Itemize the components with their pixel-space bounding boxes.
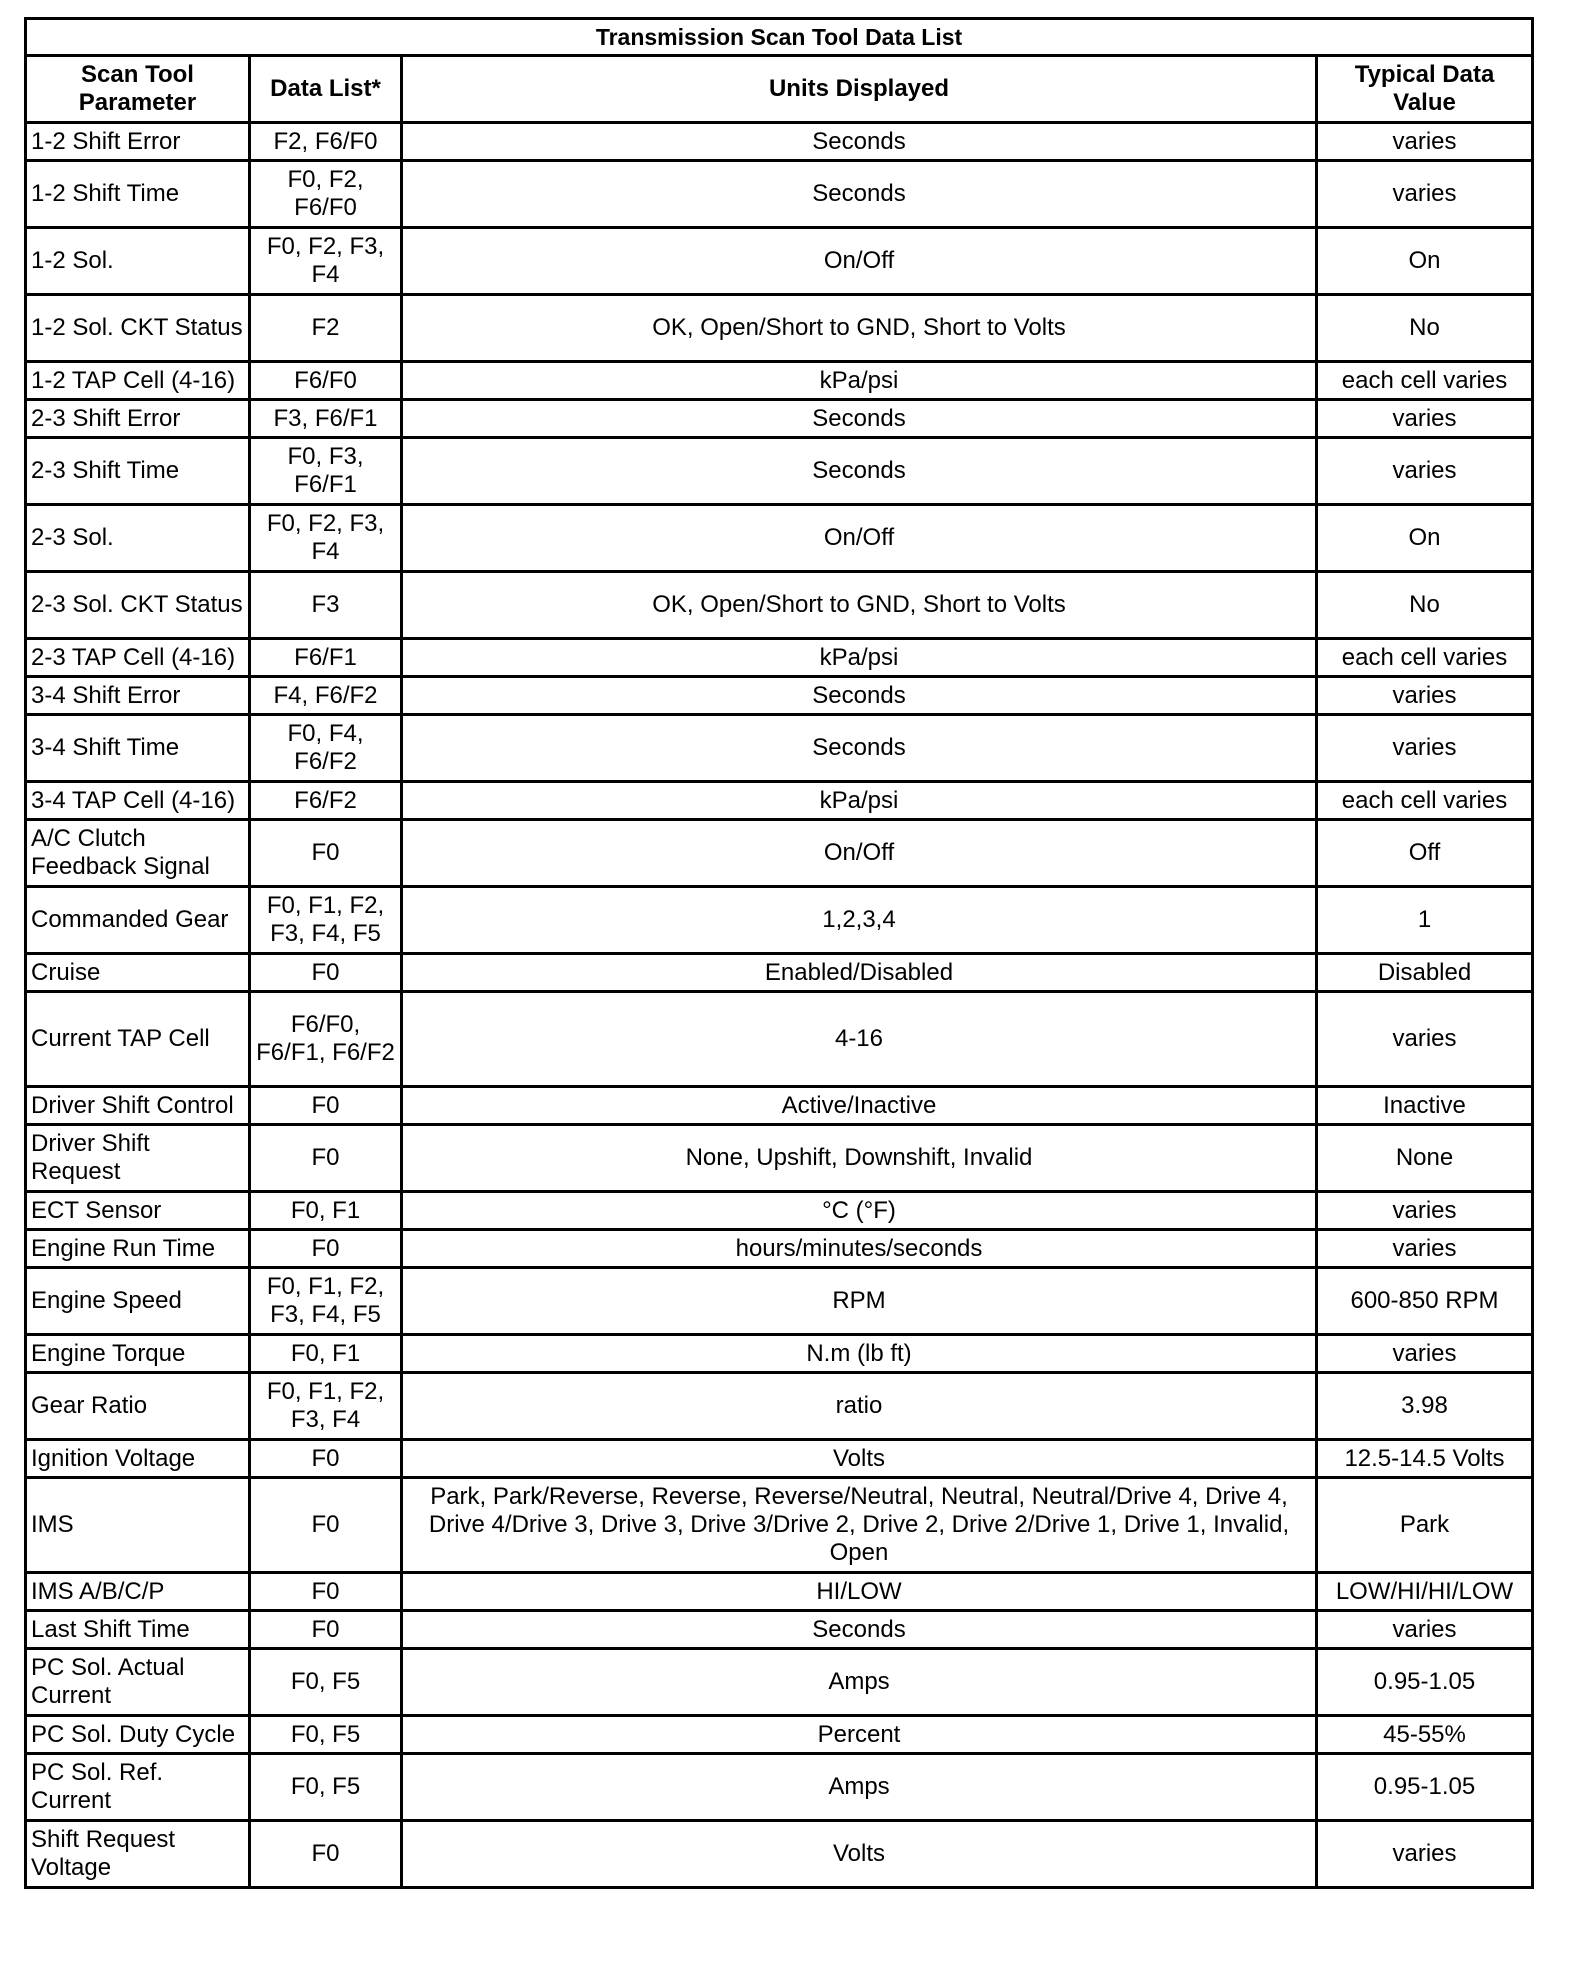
table-row	[26, 1573, 1533, 1611]
table-row	[26, 1373, 1533, 1440]
cell-parameter: 1-2 Shift Error	[26, 123, 250, 161]
cell-units: OK, Open/Short to GND, Short to Volts	[402, 295, 1317, 362]
cell-parameter: 2-3 Sol.	[26, 505, 250, 572]
cell-data-list: F6/F2	[250, 782, 402, 820]
cell-parameter: Cruise	[26, 954, 250, 992]
cell-data-list: F3, F6/F1	[250, 400, 402, 438]
cell-parameter: 3-4 TAP Cell (4-16)	[26, 782, 250, 820]
cell-units: 4-16	[402, 992, 1317, 1087]
cell-parameter: IMS A/B/C/P	[26, 1573, 250, 1611]
header-parameter: Scan Tool Parameter	[26, 56, 250, 123]
cell-parameter: Engine Speed	[26, 1268, 250, 1335]
cell-units: Amps	[402, 1649, 1317, 1716]
table-row	[26, 228, 1533, 295]
cell-parameter: 1-2 TAP Cell (4-16)	[26, 362, 250, 400]
table-row	[26, 1087, 1533, 1125]
cell-parameter: 1-2 Shift Time	[26, 161, 250, 228]
cell-typical-value: varies	[1317, 1230, 1533, 1268]
cell-parameter: 1-2 Sol.	[26, 228, 250, 295]
cell-parameter: 2-3 Shift Error	[26, 400, 250, 438]
cell-parameter: PC Sol. Duty Cycle	[26, 1716, 250, 1754]
table-row	[26, 1821, 1533, 1888]
cell-parameter: A/C Clutch Feedback Signal	[26, 820, 250, 887]
header-value: Typical Data Value	[1317, 56, 1533, 123]
cell-parameter: ECT Sensor	[26, 1192, 250, 1230]
cell-parameter: Shift Request Voltage	[26, 1821, 250, 1888]
cell-units: On/Off	[402, 505, 1317, 572]
cell-typical-value: each cell varies	[1317, 639, 1533, 677]
cell-parameter: Ignition Voltage	[26, 1440, 250, 1478]
cell-typical-value: varies	[1317, 123, 1533, 161]
cell-typical-value: 600-850 RPM	[1317, 1268, 1533, 1335]
cell-data-list: F0	[250, 1440, 402, 1478]
cell-units: N.m (lb ft)	[402, 1335, 1317, 1373]
cell-units: Amps	[402, 1754, 1317, 1821]
cell-typical-value: varies	[1317, 992, 1533, 1087]
cell-units: Percent	[402, 1716, 1317, 1754]
cell-units: kPa/psi	[402, 782, 1317, 820]
table-row	[26, 1754, 1533, 1821]
cell-units: Seconds	[402, 161, 1317, 228]
cell-typical-value: 12.5-14.5 Volts	[1317, 1440, 1533, 1478]
cell-typical-value: each cell varies	[1317, 362, 1533, 400]
cell-parameter: 2-3 Sol. CKT Status	[26, 572, 250, 639]
cell-typical-value: varies	[1317, 1335, 1533, 1373]
table-row	[26, 677, 1533, 715]
cell-data-list: F0, F2, F6/F0	[250, 161, 402, 228]
cell-units: Seconds	[402, 438, 1317, 505]
cell-data-list: F0, F2, F3, F4	[250, 228, 402, 295]
cell-data-list: F0, F1, F2, F3, F4	[250, 1373, 402, 1440]
cell-typical-value: each cell varies	[1317, 782, 1533, 820]
cell-typical-value: varies	[1317, 161, 1533, 228]
table-row	[26, 161, 1533, 228]
cell-typical-value: varies	[1317, 1821, 1533, 1888]
table-row	[26, 1192, 1533, 1230]
cell-typical-value: Inactive	[1317, 1087, 1533, 1125]
table-row	[26, 887, 1533, 954]
cell-units: Enabled/Disabled	[402, 954, 1317, 992]
cell-parameter: Engine Torque	[26, 1335, 250, 1373]
table-row	[26, 1649, 1533, 1716]
table-row	[26, 992, 1533, 1087]
cell-data-list: F0, F2, F3, F4	[250, 505, 402, 572]
cell-units: Seconds	[402, 1611, 1317, 1649]
table-row	[26, 1716, 1533, 1754]
table-row	[26, 1125, 1533, 1192]
cell-typical-value: LOW/HI/HI/LOW	[1317, 1573, 1533, 1611]
table-row	[26, 362, 1533, 400]
cell-typical-value: 0.95-1.05	[1317, 1754, 1533, 1821]
header-data-list: Data List*	[250, 56, 402, 123]
cell-data-list: F0	[250, 820, 402, 887]
cell-data-list: F0	[250, 1478, 402, 1573]
cell-parameter: 2-3 TAP Cell (4-16)	[26, 639, 250, 677]
cell-units: hours/minutes/seconds	[402, 1230, 1317, 1268]
table-body	[26, 123, 1533, 1888]
cell-typical-value: 0.95-1.05	[1317, 1649, 1533, 1716]
cell-units: Park, Park/Reverse, Reverse, Reverse/Neutral, Neutral, Neutral/Drive 4, Drive 4, Drive 4/Drive 3, Drive 3, Drive 3/Drive 2, Drive 2, Drive 2/Drive 1, Drive 1, Invalid, Open	[402, 1478, 1317, 1573]
cell-data-list: F6/F0, F6/F1, F6/F2	[250, 992, 402, 1087]
table-row	[26, 1611, 1533, 1649]
header-row	[26, 56, 1533, 123]
table-row	[26, 400, 1533, 438]
cell-typical-value: varies	[1317, 400, 1533, 438]
cell-parameter: 3-4 Shift Time	[26, 715, 250, 782]
cell-data-list: F0, F1	[250, 1335, 402, 1373]
cell-parameter: PC Sol. Actual Current	[26, 1649, 250, 1716]
cell-typical-value: On	[1317, 228, 1533, 295]
cell-data-list: F6/F1	[250, 639, 402, 677]
cell-typical-value: varies	[1317, 438, 1533, 505]
cell-units: HI/LOW	[402, 1573, 1317, 1611]
cell-parameter: 2-3 Shift Time	[26, 438, 250, 505]
table-row	[26, 1268, 1533, 1335]
cell-parameter: PC Sol. Ref. Current	[26, 1754, 250, 1821]
cell-units: OK, Open/Short to GND, Short to Volts	[402, 572, 1317, 639]
cell-data-list: F0, F5	[250, 1649, 402, 1716]
cell-data-list: F0, F3, F6/F1	[250, 438, 402, 505]
table-row	[26, 639, 1533, 677]
cell-data-list: F0	[250, 1125, 402, 1192]
cell-parameter: Engine Run Time	[26, 1230, 250, 1268]
cell-units: Seconds	[402, 123, 1317, 161]
table-row	[26, 715, 1533, 782]
cell-data-list: F0	[250, 1573, 402, 1611]
cell-data-list: F2, F6/F0	[250, 123, 402, 161]
header-units: Units Displayed	[402, 56, 1317, 123]
cell-units: kPa/psi	[402, 639, 1317, 677]
cell-parameter: Gear Ratio	[26, 1373, 250, 1440]
cell-typical-value: 1	[1317, 887, 1533, 954]
cell-parameter: Commanded Gear	[26, 887, 250, 954]
cell-data-list: F0, F1, F2, F3, F4, F5	[250, 887, 402, 954]
cell-units: Seconds	[402, 715, 1317, 782]
cell-parameter: Last Shift Time	[26, 1611, 250, 1649]
cell-typical-value: Off	[1317, 820, 1533, 887]
cell-units: Seconds	[402, 677, 1317, 715]
cell-units: On/Off	[402, 820, 1317, 887]
cell-data-list: F0	[250, 1611, 402, 1649]
scan-tool-data-table	[24, 17, 1534, 1889]
cell-typical-value: varies	[1317, 677, 1533, 715]
cell-units: kPa/psi	[402, 362, 1317, 400]
cell-data-list: F0, F1	[250, 1192, 402, 1230]
cell-typical-value: On	[1317, 505, 1533, 572]
cell-data-list: F4, F6/F2	[250, 677, 402, 715]
cell-typical-value: 45-55%	[1317, 1716, 1533, 1754]
table-row	[26, 1478, 1533, 1573]
cell-typical-value: None	[1317, 1125, 1533, 1192]
table-row	[26, 295, 1533, 362]
table-row	[26, 438, 1533, 505]
cell-typical-value: No	[1317, 572, 1533, 639]
table-row	[26, 123, 1533, 161]
table-row	[26, 505, 1533, 572]
cell-data-list: F0, F1, F2, F3, F4, F5	[250, 1268, 402, 1335]
cell-units: ratio	[402, 1373, 1317, 1440]
cell-parameter: Driver Shift Request	[26, 1125, 250, 1192]
cell-parameter: Driver Shift Control	[26, 1087, 250, 1125]
cell-parameter: 1-2 Sol. CKT Status	[26, 295, 250, 362]
table-row	[26, 1335, 1533, 1373]
cell-units: °C (°F)	[402, 1192, 1317, 1230]
cell-parameter: IMS	[26, 1478, 250, 1573]
cell-units: Seconds	[402, 400, 1317, 438]
cell-data-list: F2	[250, 295, 402, 362]
cell-units: RPM	[402, 1268, 1317, 1335]
cell-data-list: F0, F5	[250, 1754, 402, 1821]
cell-parameter: 3-4 Shift Error	[26, 677, 250, 715]
cell-typical-value: varies	[1317, 1611, 1533, 1649]
cell-data-list: F0, F4, F6/F2	[250, 715, 402, 782]
cell-data-list: F0	[250, 954, 402, 992]
cell-units: Volts	[402, 1440, 1317, 1478]
cell-data-list: F0	[250, 1230, 402, 1268]
cell-units: Volts	[402, 1821, 1317, 1888]
cell-typical-value: varies	[1317, 715, 1533, 782]
cell-typical-value: Disabled	[1317, 954, 1533, 992]
table-row	[26, 820, 1533, 887]
cell-data-list: F6/F0	[250, 362, 402, 400]
cell-data-list: F0	[250, 1821, 402, 1888]
cell-data-list: F3	[250, 572, 402, 639]
cell-typical-value: 3.98	[1317, 1373, 1533, 1440]
cell-parameter: Current TAP Cell	[26, 992, 250, 1087]
cell-data-list: F0	[250, 1087, 402, 1125]
cell-typical-value: No	[1317, 295, 1533, 362]
cell-units: On/Off	[402, 228, 1317, 295]
table-row	[26, 1440, 1533, 1478]
table-row	[26, 782, 1533, 820]
table-row	[26, 954, 1533, 992]
cell-units: None, Upshift, Downshift, Invalid	[402, 1125, 1317, 1192]
table-title: Transmission Scan Tool Data List	[26, 19, 1533, 56]
cell-typical-value: Park	[1317, 1478, 1533, 1573]
cell-typical-value: varies	[1317, 1192, 1533, 1230]
cell-data-list: F0, F5	[250, 1716, 402, 1754]
table-row	[26, 572, 1533, 639]
table-row	[26, 1230, 1533, 1268]
cell-units: 1,2,3,4	[402, 887, 1317, 954]
cell-units: Active/Inactive	[402, 1087, 1317, 1125]
